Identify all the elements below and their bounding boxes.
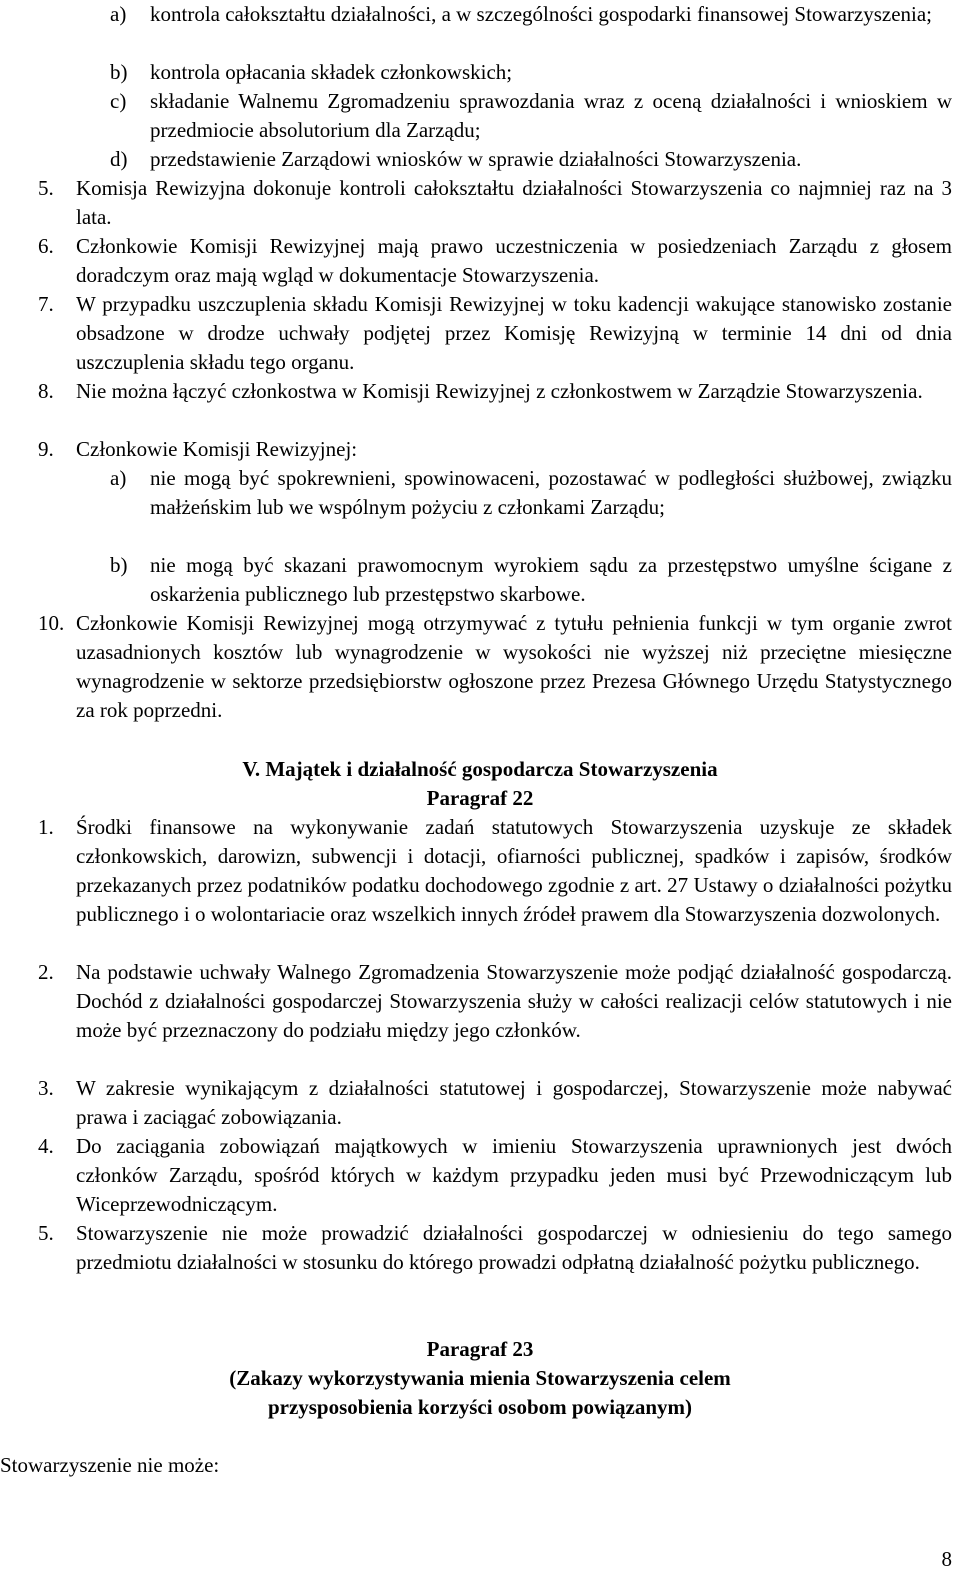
point-9: [38, 435, 952, 464]
closing-text: Stowarzyszenie nie może:: [0, 1453, 220, 1477]
paragraph-subtitle: przysposobienia korzyści osobom powiązanym): [267, 1395, 693, 1419]
list-item: [110, 87, 952, 145]
paragraph-22-item-5: [38, 1219, 952, 1277]
item-text: kontrola całokształtu działalności, a w szczególności gospodarki finansowej Stowarzyszenia;: [150, 2, 933, 26]
point-text: W zakresie wynikającym z działalności statutowej i gospodarczej, Stowarzyszenie może nabywać prawa i zaciągać zobowiązania.: [76, 1076, 952, 1129]
list-item: [110, 145, 952, 174]
point-label: 9.: [38, 437, 54, 461]
paragraph-22-item-3: [38, 1074, 952, 1132]
paragraph-title: Paragraf 22: [426, 786, 534, 810]
paragraph-22-item-4: [38, 1132, 952, 1219]
point-10: [38, 609, 952, 725]
point-6: [38, 232, 952, 290]
point-text: Na podstawie uchwały Walnego Zgromadzenia Stowarzyszenie może podjąć działalność gospodarczą. Dochód z działalności gospodarczej Stowarzyszenia służy w całości realizacji celów statutowych i nie może być przeznaczony do podziału między jego członków.: [76, 960, 952, 1042]
item-text: przedstawienie Zarządowi wniosków w sprawie działalności Stowarzyszenia.: [150, 147, 802, 171]
point-5: [38, 174, 952, 232]
item-label: a): [110, 2, 127, 26]
list-item: [110, 0, 952, 29]
list-item: [110, 58, 952, 87]
item-label: c): [110, 89, 127, 113]
point-label: 7.: [38, 292, 54, 316]
item-label: a): [110, 466, 127, 490]
list-item: [110, 464, 952, 522]
point-label: 5.: [38, 176, 54, 200]
point-label: 10.: [38, 611, 65, 635]
point-text: Członkowie Komisji Rewizyjnej mają prawo uczestniczenia w posiedzeniach Zarządu z głosem doradczym oraz mają wgląd w dokumentacje Stowarzyszenia.: [76, 234, 952, 287]
point-8: [38, 377, 952, 406]
point-text: Stowarzyszenie nie może prowadzić działalności gospodarczej w odniesieniu do tego samego przedmiotu działalności w stosunku do którego prowadzi odpłatną działalność pożytku publicznego.: [76, 1221, 952, 1274]
list-item: [110, 551, 952, 609]
point-text: Środki finansowe na wykonywanie zadań statutowych Stowarzyszenia uzyskuje ze składek członkowskich, darowizn, subwencji i dotacji, ofiarności publicznej, spadków i zapisów, środków przekazanych przez podatników podatku dochodowego zgodnie z art. 27 Ustawy o działalności pożytku publicznego i o wolontariacie oraz wszelkich innych źródeł prawem dla Stowarzyszenia dozwolonych.: [76, 815, 952, 926]
point-label: 2.: [38, 960, 54, 984]
point-text: W przypadku uszczuplenia składu Komisji Rewizyjnej w toku kadencji wakujące stanowisko zostanie obsadzone w drodze uchwały podjętej przez Komisję Rewizyjną w terminie 14 dni od dnia uszczuplenia składu tego organu.: [76, 292, 952, 374]
point-label: 3.: [38, 1076, 54, 1100]
point-label: 6.: [38, 234, 54, 258]
item-label: b): [110, 553, 128, 577]
point-label: 5.: [38, 1221, 54, 1245]
point-text: Do zaciągania zobowiązań majątkowych w imieniu Stowarzyszenia uprawnionych jest dwóch członków Zarządu, spośród których w każdym przypadku jeden musi być Przewodniczącym lub Wiceprzewodniczącym.: [76, 1134, 952, 1216]
point-7: [38, 290, 952, 377]
point-text: Komisja Rewizyjna dokonuje kontroli całokształtu działalności Stowarzyszenia co najmniej raz na 3 lata.: [76, 176, 952, 229]
item-text: nie mogą być skazani prawomocnym wyrokiem sądu za przestępstwo umyślne ścigane z oskarżenia publicznego lub przestępstwo skarbowe.: [150, 553, 952, 606]
item-text: nie mogą być spokrewnieni, spowinowaceni, pozostawać w podległości służbowej, związku małżeńskim lub we wspólnym pożyciu z członkami Zarządu;: [150, 466, 952, 519]
paragraph-22-item-2: [38, 958, 952, 1045]
paragraph-title: Paragraf 23: [426, 1337, 534, 1361]
point-text: Członkowie Komisji Rewizyjnej:: [76, 437, 358, 461]
item-text: kontrola opłacania składek członkowskich;: [150, 60, 513, 84]
point-text: Nie można łączyć członkostwa w Komisji Rewizyjnej z członkostwem w Zarządzie Stowarzyszenia.: [76, 379, 923, 403]
point-label: 4.: [38, 1134, 54, 1158]
point-label: 1.: [38, 815, 54, 839]
page-number: 8: [941, 1547, 952, 1571]
paragraph-subtitle: (Zakazy wykorzystywania mienia Stowarzyszenia celem: [229, 1366, 731, 1390]
section-title: V. Majątek i działalność gospodarcza Stowarzyszenia: [242, 757, 718, 781]
item-text: składanie Walnemu Zgromadzeniu sprawozdania wraz z oceną działalności i wnioskiem w przedmiocie absolutorium dla Zarządu;: [150, 89, 952, 142]
paragraph-22-item-1: [38, 813, 952, 929]
point-label: 8.: [38, 379, 54, 403]
item-label: d): [110, 147, 128, 171]
item-label: b): [110, 60, 128, 84]
point-text: Członkowie Komisji Rewizyjnej mogą otrzymywać z tytułu pełnienia funkcji w tym organie zwrot uzasadnionych kosztów lub wynagrodzenie w wysokości nie wyższej niż przeciętne miesięczne wynagrodzenie w sektorze przedsiębiorstw ogłoszone przez Prezesa Głównego Urzędu Statystycznego za rok poprzedni.: [76, 611, 952, 722]
